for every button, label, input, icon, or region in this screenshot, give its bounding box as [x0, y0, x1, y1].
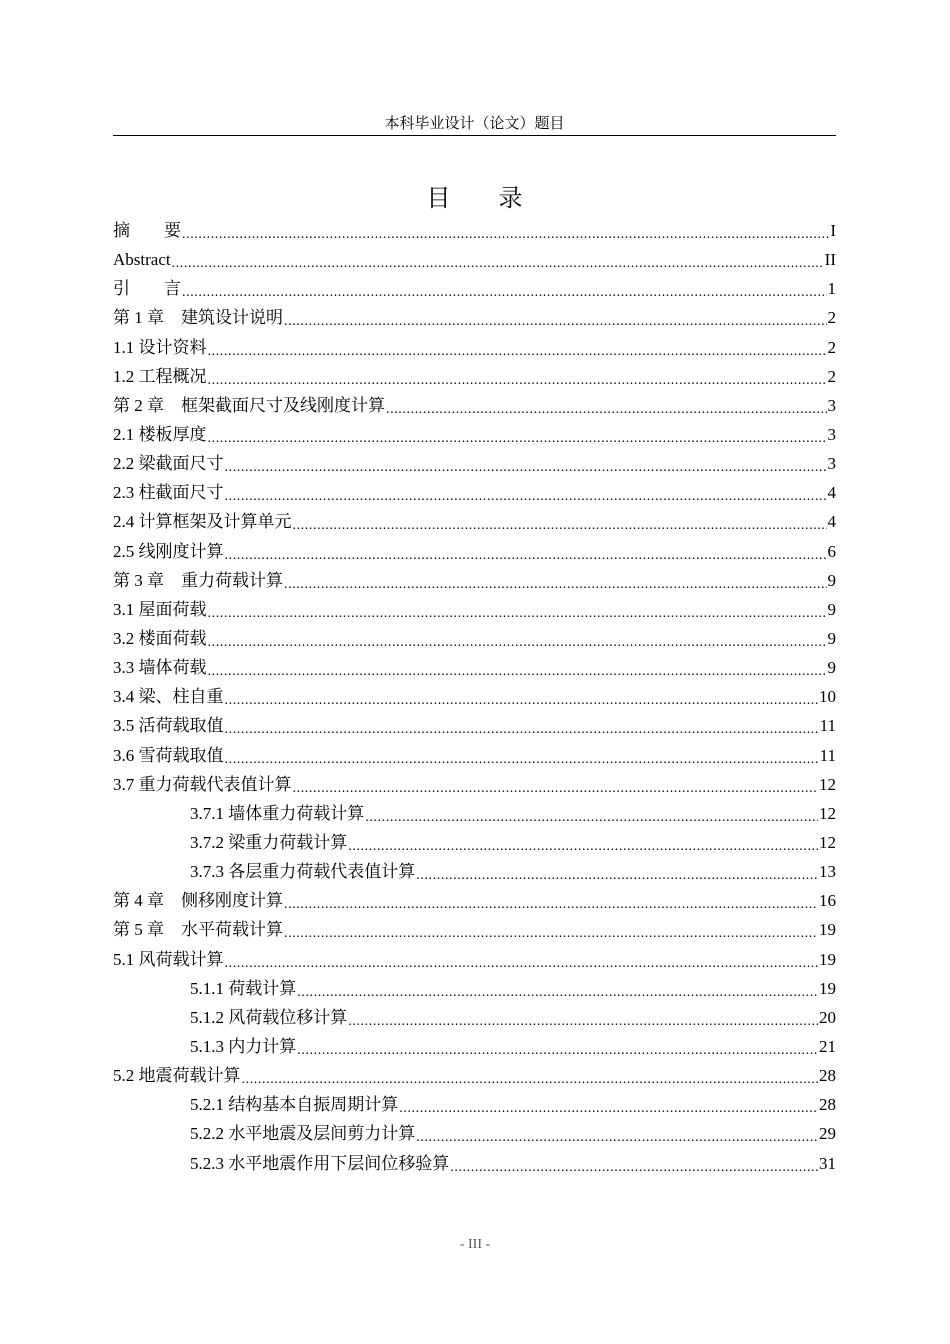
toc-dot-leader: [386, 393, 827, 413]
toc-entry[interactable]: [113, 1119, 836, 1148]
toc-entry-label: 5.1 风荷载计算: [113, 949, 224, 969]
toc-entry[interactable]: [113, 799, 836, 828]
toc-dot-leader: [208, 335, 827, 355]
toc-dot-leader: [225, 539, 827, 559]
toc-title: [113, 180, 836, 216]
toc-entry-label: 3.3 墙体荷载: [113, 658, 207, 678]
toc-entry-page: 19: [819, 978, 836, 998]
toc-entry[interactable]: [113, 770, 836, 799]
toc-entry-page: 9: [827, 658, 836, 678]
toc-dot-leader: [297, 976, 818, 996]
toc-entry[interactable]: [113, 653, 836, 682]
toc-dot-leader: [208, 626, 827, 646]
toc-entry[interactable]: [113, 245, 836, 274]
toc-entry-page: 3: [827, 424, 836, 444]
toc-entry-label: 5.1.2 风荷载位移计算: [190, 1007, 348, 1027]
page-footer: [0, 1236, 950, 1254]
toc-entry-label: 5.2.3 水平地震作用下层间位移验算: [190, 1153, 450, 1173]
toc-entry-label: 3.7.1 墙体重力荷载计算: [190, 803, 365, 823]
toc-dot-leader: [284, 568, 827, 588]
toc-dot-leader: [225, 684, 819, 704]
toc-dot-leader: [284, 917, 818, 937]
toc-entry-page: 19: [819, 949, 836, 969]
toc-entry[interactable]: [113, 1003, 836, 1032]
toc-dot-leader: [225, 743, 819, 763]
toc-entry[interactable]: [113, 886, 836, 915]
toc-dot-leader: [208, 655, 827, 675]
toc-entry-page: 12: [819, 832, 836, 852]
toc-entry-label: 2.1 楼板厚度: [113, 424, 207, 444]
toc-entry-label: 第 2 章 框架截面尺寸及线刚度计算: [113, 395, 385, 415]
toc-entry[interactable]: [113, 682, 836, 711]
toc-entry-label: 3.7 重力荷载代表值计算: [113, 774, 292, 794]
toc-entry-page: 31: [819, 1153, 836, 1173]
toc-entry-label: 引 言: [113, 279, 181, 299]
toc-entry-page: 4: [827, 483, 836, 503]
toc-dot-leader: [208, 597, 827, 617]
toc-entry[interactable]: [113, 507, 836, 536]
toc-entry-label: 3.1 屋面荷载: [113, 599, 207, 619]
toc-entry-label: 第 1 章 建筑设计说明: [113, 308, 283, 328]
toc-entry-label: 5.2 地震荷载计算: [113, 1066, 241, 1086]
toc-entry[interactable]: [113, 857, 836, 886]
toc-entry-page: 29: [819, 1124, 836, 1144]
toc-entry[interactable]: [113, 449, 836, 478]
toc-entry-label: 第 5 章 水平荷载计算: [113, 920, 283, 940]
toc-entry[interactable]: [113, 595, 836, 624]
toc-entry-label: 5.1.1 荷载计算: [190, 978, 297, 998]
toc-entry[interactable]: [113, 1090, 836, 1119]
toc-dot-leader: [365, 801, 818, 821]
toc-entry[interactable]: [113, 1149, 836, 1178]
toc-entry-label: 第 4 章 侧移刚度计算: [113, 891, 283, 911]
toc-entry-label: 3.2 楼面荷载: [113, 628, 207, 648]
toc-dot-leader: [348, 1005, 818, 1025]
toc-entry-label: 第 3 章 重力荷载计算: [113, 570, 283, 590]
toc-entry-label: 3.7.2 梁重力荷载计算: [190, 832, 348, 852]
toc-dot-leader: [225, 947, 819, 967]
toc-entry[interactable]: [113, 915, 836, 944]
toc-entry-page: II: [824, 250, 836, 270]
toc-entry-label: 5.2.1 结构基本自振周期计算: [190, 1095, 399, 1115]
toc-entry-page: 1: [827, 279, 836, 299]
toc-entry-label: 3.7.3 各层重力荷载代表值计算: [190, 862, 416, 882]
toc-entry-label: 摘 要: [113, 221, 181, 240]
toc-entry[interactable]: [113, 391, 836, 420]
toc-entry[interactable]: [113, 741, 836, 770]
toc-entry[interactable]: [113, 974, 836, 1003]
toc-entry[interactable]: [113, 711, 836, 740]
toc-entry-page: 11: [819, 716, 836, 736]
header-title: 本科毕业设计（论文）题目: [384, 116, 565, 132]
toc-dot-leader: [225, 480, 827, 500]
toc-entry-page: 6: [827, 541, 836, 561]
toc-entry-page: 13: [819, 862, 836, 882]
toc-entry-page: 2: [827, 308, 836, 328]
toc-entry[interactable]: [113, 828, 836, 857]
toc-entry-label: 2.5 线刚度计算: [113, 541, 224, 561]
toc-entry-label: 3.5 活荷载取值: [113, 716, 224, 736]
toc-entry[interactable]: [113, 333, 836, 362]
toc-entry-label: 1.2 工程概况: [113, 366, 207, 386]
toc-entry-page: 4: [827, 512, 836, 532]
toc-entry[interactable]: [113, 624, 836, 653]
toc-title-char-1: 目: [426, 184, 451, 212]
toc-dot-leader: [225, 713, 819, 733]
toc-entry-page: 3: [827, 395, 836, 415]
toc-entry-label: 5.2.2 水平地震及层间剪力计算: [190, 1124, 416, 1144]
toc-dot-leader: [399, 1092, 818, 1112]
toc-entry-label: 2.3 柱截面尺寸: [113, 483, 224, 503]
toc-entry-page: 9: [827, 570, 836, 590]
toc-entry-page: 10: [819, 687, 836, 707]
toc-dot-leader: [208, 364, 827, 384]
toc-entry[interactable]: [113, 1032, 836, 1061]
toc-entry-page: I: [830, 221, 836, 240]
toc-entry-page: 12: [819, 803, 836, 823]
toc-entry-label: Abstract: [113, 250, 171, 270]
toc-entry-label: 5.1.3 内力计算: [190, 1036, 297, 1056]
toc-dot-leader: [293, 509, 827, 529]
toc-entry-page: 19: [819, 920, 836, 940]
toc-dot-leader: [284, 305, 827, 325]
toc-title-char-2: 录: [498, 184, 523, 212]
toc-entry-page: 12: [819, 774, 836, 794]
page-header: [113, 115, 836, 136]
toc-entry-page: 11: [819, 745, 836, 765]
toc-entry[interactable]: [113, 537, 836, 566]
toc-dot-leader: [297, 1034, 818, 1054]
toc-entry[interactable]: [113, 420, 836, 449]
toc-entry[interactable]: [113, 362, 836, 391]
toc-entry[interactable]: [113, 303, 836, 332]
page-number: - III -: [459, 1237, 491, 1252]
toc-entry-page: 2: [827, 337, 836, 357]
toc-entry-page: 28: [819, 1095, 836, 1115]
toc-entry[interactable]: [113, 478, 836, 507]
toc-entry[interactable]: [113, 566, 836, 595]
toc-dot-leader: [293, 772, 819, 792]
toc-dot-leader: [242, 1063, 819, 1083]
toc-entry-label: 3.4 梁、柱自重: [113, 687, 224, 707]
toc-dot-leader: [225, 451, 827, 471]
toc-dot-leader: [182, 276, 827, 296]
toc-entry-page: 3: [827, 454, 836, 474]
toc-entry[interactable]: [113, 945, 836, 974]
toc-entry[interactable]: [113, 274, 836, 303]
toc-entry-label: 2.4 计算框架及计算单元: [113, 512, 292, 532]
toc-dot-leader: [348, 830, 818, 850]
toc-entry-label: 3.6 雪荷载取值: [113, 745, 224, 765]
toc-entry-page: 9: [827, 628, 836, 648]
toc-dot-leader: [172, 247, 824, 267]
toc-entry-page: 28: [819, 1066, 836, 1086]
toc-dot-leader: [416, 1121, 818, 1141]
toc-entry-page: 2: [827, 366, 836, 386]
toc-dot-leader: [416, 859, 818, 879]
toc-entry-page: 16: [819, 891, 836, 911]
toc-entry-page: 20: [819, 1007, 836, 1027]
toc-dot-leader: [208, 422, 827, 442]
toc-entry-label: 1.1 设计资料: [113, 337, 207, 357]
toc-entry[interactable]: [113, 1061, 836, 1090]
toc-entry-label: 2.2 梁截面尺寸: [113, 454, 224, 474]
toc-dot-leader: [284, 888, 818, 908]
toc-dot-leader: [450, 1151, 818, 1171]
toc-entry[interactable]: [113, 216, 836, 245]
table-of-contents: [113, 216, 836, 1178]
toc-entry-page: 21: [819, 1036, 836, 1056]
toc-entry-page: 9: [827, 599, 836, 619]
toc-dot-leader: [182, 218, 829, 238]
